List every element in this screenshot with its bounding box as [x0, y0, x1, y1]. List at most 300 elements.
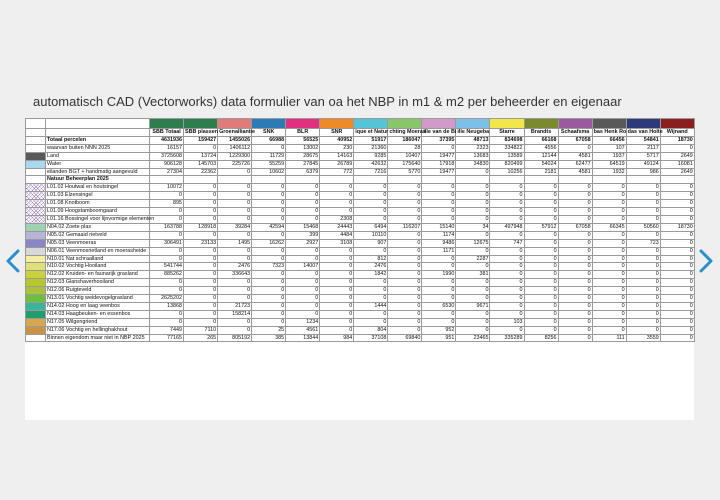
row-label: N14.03 Haagbeuken- en essenbos: [46, 310, 150, 318]
value-cell: 7110: [184, 326, 218, 334]
column-header: ille van de Bi: [423, 129, 457, 135]
value-cell: 0: [184, 279, 218, 287]
row-color-swatch: [26, 176, 46, 184]
value-cell: 0: [388, 255, 422, 263]
value-cell: 48713: [456, 136, 490, 144]
table-row: [26, 318, 695, 326]
value-cell: 4631936: [150, 136, 184, 144]
value-cell: 27304: [150, 168, 184, 176]
value-cell: 0: [558, 279, 592, 287]
row-color-swatch: [26, 184, 46, 192]
value-cell: 17918: [422, 160, 456, 168]
value-cell: 67058: [558, 136, 592, 144]
value-cell: 0: [558, 144, 592, 152]
table-row: [26, 200, 695, 208]
value-cell: 66456: [592, 136, 626, 144]
row-label: L01.02 Houtwal en houtsingel: [46, 184, 150, 192]
column-header: SNR: [320, 129, 354, 137]
table-row: [26, 152, 695, 160]
value-cell: 0: [558, 263, 592, 271]
value-cell: 3108: [320, 239, 354, 247]
value-cell: 4556: [524, 144, 558, 152]
value-cell: 0: [490, 326, 524, 334]
value-cell: 0: [184, 144, 218, 152]
row-label: waarvan buiten NNN 2025: [46, 144, 150, 152]
value-cell: 62477: [558, 160, 592, 168]
value-cell: 42594: [252, 223, 286, 231]
value-cell: 0: [558, 184, 592, 192]
value-cell: 0: [592, 208, 626, 216]
value-cell: 14163: [320, 152, 354, 160]
row-label: eilanden BGT + handmatig aangevuld: [46, 168, 150, 176]
next-slide-button[interactable]: [698, 248, 714, 274]
value-cell: 984: [320, 334, 354, 342]
value-cell: 0: [456, 192, 490, 200]
value-cell: 0: [218, 184, 252, 192]
value-cell: 0: [218, 326, 252, 334]
value-cell: 0: [626, 247, 660, 255]
owner-color-swatch: [320, 119, 354, 129]
value-cell: 0: [626, 295, 660, 303]
value-cell: 0: [524, 279, 558, 287]
value-cell: 0: [422, 310, 456, 318]
value-cell: 2181: [524, 168, 558, 176]
value-cell: 1174: [422, 231, 456, 239]
value-cell: 0: [422, 184, 456, 192]
value-cell: 0: [218, 231, 252, 239]
value-cell: 747: [490, 239, 524, 247]
value-cell: 0: [354, 318, 388, 326]
value-cell: 0: [388, 200, 422, 208]
value-cell: 0: [184, 255, 218, 263]
value-cell: 0: [524, 184, 558, 192]
value-cell: 13683: [456, 152, 490, 160]
value-cell: 906128: [150, 160, 184, 168]
table-row: [26, 144, 695, 152]
value-cell: 1444: [354, 302, 388, 310]
value-cell: 0: [252, 279, 286, 287]
owner-color-swatch: [422, 119, 456, 129]
value-cell: 895: [150, 200, 184, 208]
value-cell: 64519: [592, 160, 626, 168]
value-cell: 7449: [150, 326, 184, 334]
value-cell: 0: [490, 231, 524, 239]
value-cell: 0: [558, 192, 592, 200]
value-cell: 0: [388, 310, 422, 318]
value-cell: 0: [626, 310, 660, 318]
value-cell: 2323: [456, 144, 490, 152]
row-color-swatch: [26, 263, 46, 271]
value-cell: 0: [524, 295, 558, 303]
value-cell: 19477: [422, 168, 456, 176]
table-row: [26, 136, 695, 144]
value-cell: 0: [354, 295, 388, 303]
value-cell: 0: [388, 271, 422, 279]
value-cell: 0: [558, 239, 592, 247]
row-label: Binnen eigendom maar niet in NBP 2025: [46, 334, 150, 342]
value-cell: 1990: [422, 271, 456, 279]
spreadsheet-image: [25, 118, 694, 420]
row-color-swatch: [26, 208, 46, 216]
value-cell: 0: [252, 208, 286, 216]
row-label: L01.03 Elzensingel: [46, 192, 150, 200]
value-cell: 6530: [422, 302, 456, 310]
value-cell: 0: [456, 263, 490, 271]
value-cell: 0: [422, 318, 456, 326]
table-row: [26, 263, 695, 271]
value-cell: 0: [286, 200, 320, 208]
value-cell: 0: [524, 287, 558, 295]
value-cell: 0: [354, 184, 388, 192]
table-row: [26, 231, 695, 239]
value-cell: 951: [422, 334, 456, 342]
column-header: das van Holte: [627, 129, 663, 135]
value-cell: 69840: [388, 334, 422, 342]
value-cell: 66168: [524, 136, 558, 144]
owner-color-swatch: [218, 119, 252, 129]
value-cell: 5717: [626, 152, 660, 160]
value-cell: 0: [252, 271, 286, 279]
value-cell: 0: [252, 318, 286, 326]
value-cell: 2927: [286, 239, 320, 247]
value-cell: 19477: [422, 152, 456, 160]
value-cell: 0: [320, 318, 354, 326]
value-cell: 186047: [388, 136, 422, 144]
table-row: [26, 295, 695, 303]
value-cell: 0: [184, 263, 218, 271]
row-label: N12.03 Glanshaverhooiland: [46, 279, 150, 287]
value-cell: 0: [558, 295, 592, 303]
value-cell: 0: [218, 255, 252, 263]
value-cell: 0: [490, 310, 524, 318]
chevron-left-icon: [5, 248, 21, 274]
value-cell: 0: [592, 255, 626, 263]
value-cell: 0: [422, 263, 456, 271]
row-color-swatch: [26, 295, 46, 303]
value-cell: 0: [592, 231, 626, 239]
value-cell: 0: [252, 295, 286, 303]
row-color-swatch: [26, 160, 46, 168]
value-cell: [184, 176, 218, 184]
value-cell: 0: [150, 215, 184, 223]
value-cell: 0: [592, 287, 626, 295]
value-cell: 0: [218, 208, 252, 216]
value-cell: 42632: [354, 160, 388, 168]
value-cell: 0: [524, 208, 558, 216]
value-cell: 0: [456, 247, 490, 255]
value-cell: 986: [626, 168, 660, 176]
value-cell: 0: [660, 279, 694, 287]
row-label: Water: [46, 160, 150, 168]
value-cell: 0: [558, 310, 592, 318]
value-cell: 0: [184, 295, 218, 303]
value-cell: [660, 176, 694, 184]
value-cell: 9285: [354, 152, 388, 160]
row-color-swatch: [26, 223, 46, 231]
value-cell: 0: [660, 215, 694, 223]
row-label: N10.02 Vochtig Hooiland: [46, 263, 150, 271]
column-header: chting Moeras: [389, 129, 426, 135]
value-cell: 0: [354, 310, 388, 318]
value-cell: 8256: [524, 334, 558, 342]
value-cell: 0: [558, 215, 592, 223]
value-cell: 0: [388, 263, 422, 271]
value-cell: 10110: [354, 231, 388, 239]
value-cell: 0: [150, 279, 184, 287]
value-cell: 2649: [660, 152, 694, 160]
table-row: [26, 310, 695, 318]
value-cell: 37108: [354, 334, 388, 342]
value-cell: 0: [150, 247, 184, 255]
value-cell: 10256: [490, 168, 524, 176]
value-cell: 3559: [626, 334, 660, 342]
owner-color-swatch: [184, 119, 218, 129]
value-cell: 13002: [286, 144, 320, 152]
value-cell: 2308: [320, 215, 354, 223]
value-cell: [354, 176, 388, 184]
row-color-swatch: [26, 239, 46, 247]
value-cell: 0: [422, 192, 456, 200]
value-cell: 0: [252, 200, 286, 208]
value-cell: 0: [660, 239, 694, 247]
value-cell: [626, 176, 660, 184]
value-cell: 0: [252, 255, 286, 263]
row-label: N13.01 Vochtig weidevogelgrasland: [46, 295, 150, 303]
row-label: N12.06 Ruigteveld: [46, 287, 150, 295]
value-cell: 1842: [354, 271, 388, 279]
value-cell: 0: [184, 184, 218, 192]
value-cell: 77165: [150, 334, 184, 342]
value-cell: 2649: [660, 168, 694, 176]
value-cell: 13868: [150, 302, 184, 310]
value-cell: 0: [184, 310, 218, 318]
value-cell: 0: [184, 208, 218, 216]
chevron-right-icon: [698, 248, 714, 274]
value-cell: 0: [626, 302, 660, 310]
value-cell: 1937: [592, 152, 626, 160]
value-cell: 21723: [218, 302, 252, 310]
value-cell: 541744: [150, 263, 184, 271]
value-cell: 0: [524, 215, 558, 223]
value-cell: 0: [524, 310, 558, 318]
value-cell: 0: [286, 208, 320, 216]
value-cell: 0: [592, 239, 626, 247]
column-header: Brandts: [524, 129, 558, 137]
value-cell: 0: [456, 287, 490, 295]
value-cell: 16157: [150, 144, 184, 152]
value-cell: 0: [218, 287, 252, 295]
column-header: Wijnand: [660, 129, 694, 137]
value-cell: 0: [286, 302, 320, 310]
row-color-swatch: [26, 310, 46, 318]
value-cell: 0: [456, 215, 490, 223]
value-cell: 163788: [150, 223, 184, 231]
value-cell: 55259: [252, 160, 286, 168]
row-color-swatch: [26, 136, 46, 144]
value-cell: 0: [184, 247, 218, 255]
value-cell: 0: [524, 247, 558, 255]
row-label: L01.09 Hoogstamboomgaard: [46, 208, 150, 216]
blank-cell: [46, 129, 150, 137]
value-cell: 0: [320, 192, 354, 200]
owner-color-swatch: [354, 119, 388, 129]
value-cell: 37395: [422, 136, 456, 144]
value-cell: 0: [286, 247, 320, 255]
table-row: [26, 326, 695, 334]
value-cell: 0: [320, 302, 354, 310]
table-row: [26, 215, 695, 223]
value-cell: 0: [218, 318, 252, 326]
value-cell: 21360: [354, 144, 388, 152]
value-cell: 7216: [354, 168, 388, 176]
owner-color-swatch: [388, 119, 422, 129]
row-color-swatch: [26, 152, 46, 160]
value-cell: 9671: [456, 302, 490, 310]
value-cell: 0: [218, 192, 252, 200]
value-cell: 0: [320, 279, 354, 287]
value-cell: 0: [252, 247, 286, 255]
value-cell: 0: [626, 326, 660, 334]
value-cell: 14007: [286, 263, 320, 271]
value-cell: 0: [592, 184, 626, 192]
value-cell: 952: [422, 326, 456, 334]
value-cell: 54841: [626, 136, 660, 144]
value-cell: 0: [388, 192, 422, 200]
table-row: [26, 184, 695, 192]
value-cell: 336643: [218, 271, 252, 279]
row-color-swatch: [26, 326, 46, 334]
value-cell: 0: [252, 192, 286, 200]
value-cell: 4484: [320, 231, 354, 239]
value-cell: 11729: [252, 152, 286, 160]
value-cell: 0: [354, 192, 388, 200]
row-label: N04.02 Zoete plas: [46, 223, 150, 231]
value-cell: 10072: [150, 184, 184, 192]
value-cell: 0: [252, 144, 286, 152]
row-color-swatch: [26, 215, 46, 223]
value-cell: 9486: [422, 239, 456, 247]
value-cell: 0: [320, 271, 354, 279]
value-cell: 0: [626, 184, 660, 192]
value-cell: 0: [354, 215, 388, 223]
value-cell: [388, 176, 422, 184]
value-cell: 0: [592, 295, 626, 303]
value-cell: 0: [592, 192, 626, 200]
value-cell: 0: [286, 215, 320, 223]
value-cell: 16262: [252, 239, 286, 247]
value-cell: 2476: [218, 263, 252, 271]
value-cell: 381: [456, 271, 490, 279]
value-cell: 0: [388, 287, 422, 295]
value-cell: 159427: [184, 136, 218, 144]
value-cell: 40952: [320, 136, 354, 144]
value-cell: 0: [388, 215, 422, 223]
value-cell: 0: [626, 200, 660, 208]
value-cell: 0: [286, 287, 320, 295]
value-cell: 0: [558, 200, 592, 208]
value-cell: 0: [456, 318, 490, 326]
row-label: Natuur Beheerplan 2025: [46, 176, 150, 184]
value-cell: 0: [490, 295, 524, 303]
value-cell: 0: [490, 208, 524, 216]
value-cell: 50560: [626, 223, 660, 231]
value-cell: 334822: [490, 144, 524, 152]
value-cell: 399: [286, 231, 320, 239]
table-row: [26, 287, 695, 295]
value-cell: 16081: [660, 160, 694, 168]
value-cell: 0: [626, 192, 660, 200]
row-label: N17.05 Wilgengriend: [46, 318, 150, 326]
value-cell: 13844: [286, 334, 320, 342]
value-cell: 0: [558, 231, 592, 239]
value-cell: 0: [184, 200, 218, 208]
value-cell: 0: [660, 334, 694, 342]
value-cell: 0: [422, 200, 456, 208]
value-cell: 0: [660, 326, 694, 334]
value-cell: 0: [490, 263, 524, 271]
owner-color-swatch: [558, 119, 592, 129]
value-cell: 0: [490, 200, 524, 208]
value-cell: 0: [558, 247, 592, 255]
row-label: N05.03 Veenmoeras: [46, 239, 150, 247]
value-cell: 10602: [252, 168, 286, 176]
value-cell: 0: [524, 263, 558, 271]
value-cell: 0: [558, 302, 592, 310]
value-cell: 34: [456, 223, 490, 231]
owner-color-swatch: [286, 119, 320, 129]
value-cell: [456, 176, 490, 184]
value-cell: 0: [150, 192, 184, 200]
value-cell: 0: [592, 318, 626, 326]
value-cell: 834698: [490, 136, 524, 144]
column-header: Schaafsma: [558, 129, 592, 137]
value-cell: 0: [456, 200, 490, 208]
row-color-swatch: [26, 231, 46, 239]
row-label: L01.08 Knotboom: [46, 200, 150, 208]
value-cell: 0: [524, 200, 558, 208]
value-cell: 0: [388, 247, 422, 255]
value-cell: 23133: [184, 239, 218, 247]
value-cell: 0: [490, 279, 524, 287]
value-cell: 0: [626, 271, 660, 279]
value-cell: 0: [354, 247, 388, 255]
value-cell: 51917: [354, 136, 388, 144]
value-cell: [592, 176, 626, 184]
row-label: N14.02 Hoog en laag veenbos: [46, 302, 150, 310]
row-color-swatch: [26, 168, 46, 176]
value-cell: 39284: [218, 223, 252, 231]
value-cell: 0: [456, 279, 490, 287]
value-cell: 0: [490, 215, 524, 223]
value-cell: 0: [660, 231, 694, 239]
column-header: ique et Natur: [355, 129, 389, 135]
value-cell: 0: [456, 184, 490, 192]
value-cell: 49124: [626, 160, 660, 168]
prev-slide-button[interactable]: [5, 248, 21, 274]
value-cell: 306491: [150, 239, 184, 247]
value-cell: 56525: [286, 136, 320, 144]
value-cell: 0: [422, 279, 456, 287]
value-cell: 812: [354, 255, 388, 263]
value-cell: [490, 176, 524, 184]
row-color-swatch: [26, 255, 46, 263]
header-color-row: [26, 119, 695, 129]
row-color-swatch: [26, 279, 46, 287]
value-cell: 0: [592, 310, 626, 318]
value-cell: 175640: [388, 160, 422, 168]
value-cell: 0: [320, 184, 354, 192]
value-cell: 10407: [388, 152, 422, 160]
